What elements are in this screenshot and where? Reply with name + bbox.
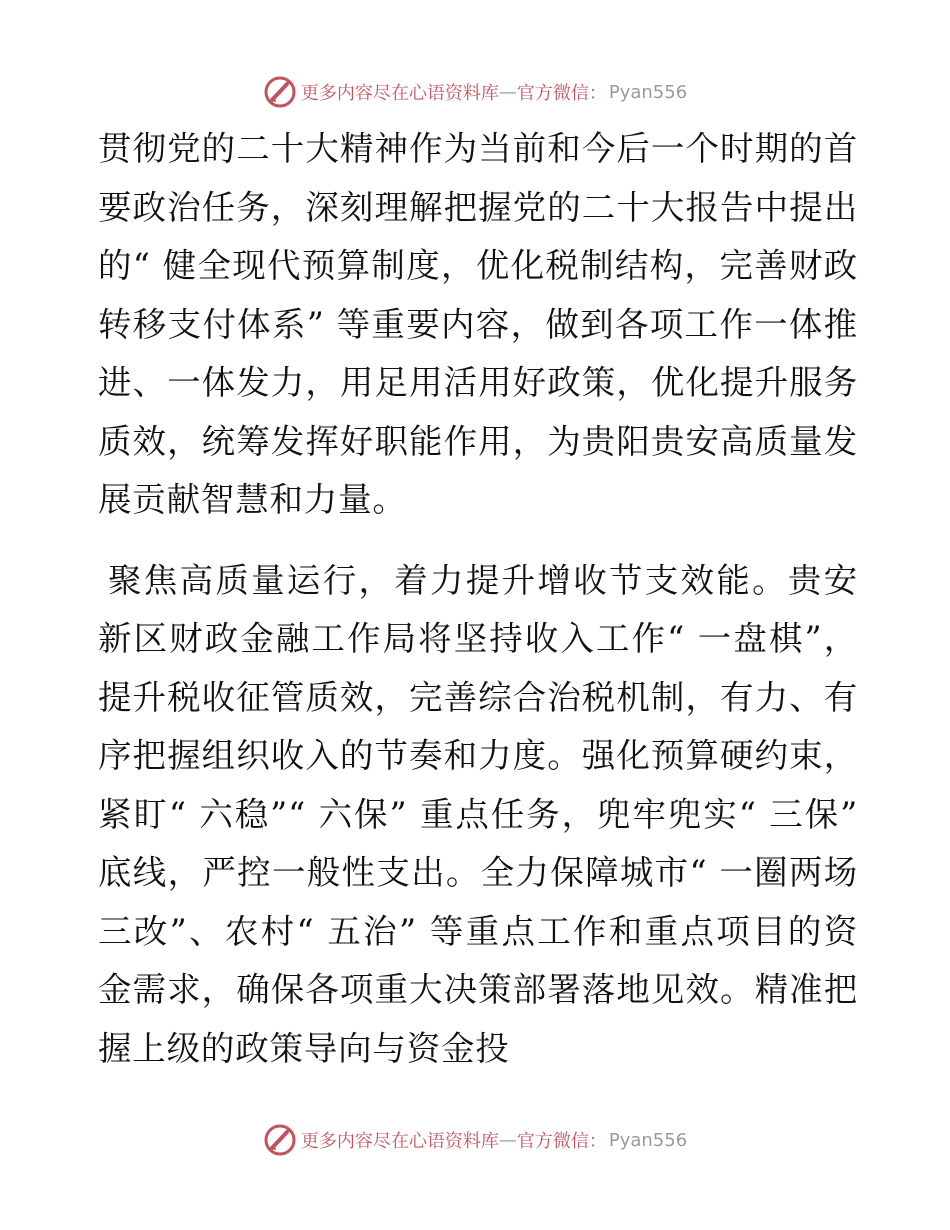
header-watermark <box>0 72 950 112</box>
watermark-wechat-label: 官方微信： <box>516 1131 607 1152</box>
watermark-wechat-label: 官方微信： <box>516 83 607 104</box>
brush-logo-icon <box>263 75 297 109</box>
brush-logo-icon <box>263 1123 297 1157</box>
watermark-wechat-id: Pyan556 <box>608 81 688 103</box>
watermark-site-text: 更多内容尽在心语资料库 <box>300 1131 499 1152</box>
body-paragraph: 聚焦高质量运行，着力提升增收节支效能。贵安新区财政金融工作局将坚持收入工作“ 一盘棋”，提升税收征管质效，完善综合治税机制，有力、有序把握组织收入的节奏和力度。强化预算硬约束，紧盯“ 六稳”“ 六保” 重点任务，兜牢兜实“ 三保” 底线，严控一般性支出。全力保障城市“ 一圈两场三改”、农村“ 五治” 等重点工作和重点项目的资金需求，确保各项重大决策部署落地见效。精准把握上级的政策导向与资金投 <box>98 560 858 1068</box>
watermark-separator: — <box>498 1129 517 1151</box>
watermark-wechat-id: Pyan556 <box>608 1129 688 1151</box>
watermark-site-text: 更多内容尽在心语资料库 <box>300 83 499 104</box>
body-paragraph: 贯彻党的二十大精神作为当前和今后一个时期的首要政治任务，深刻理解把握党的二十大报告中提出的“ 健全现代预算制度，优化税制结构，完善财政转移支付体系” 等重要内容，做到各项工作一体推进、一体发力，用足用活用好政策，优化提升服务质效，统筹发挥好职能作用，为贵阳贵安高质量发展贡献智慧和力量。 <box>98 129 858 519</box>
document-body <box>98 120 858 1078</box>
footer-watermark <box>0 1120 950 1160</box>
watermark-separator: — <box>498 81 517 103</box>
